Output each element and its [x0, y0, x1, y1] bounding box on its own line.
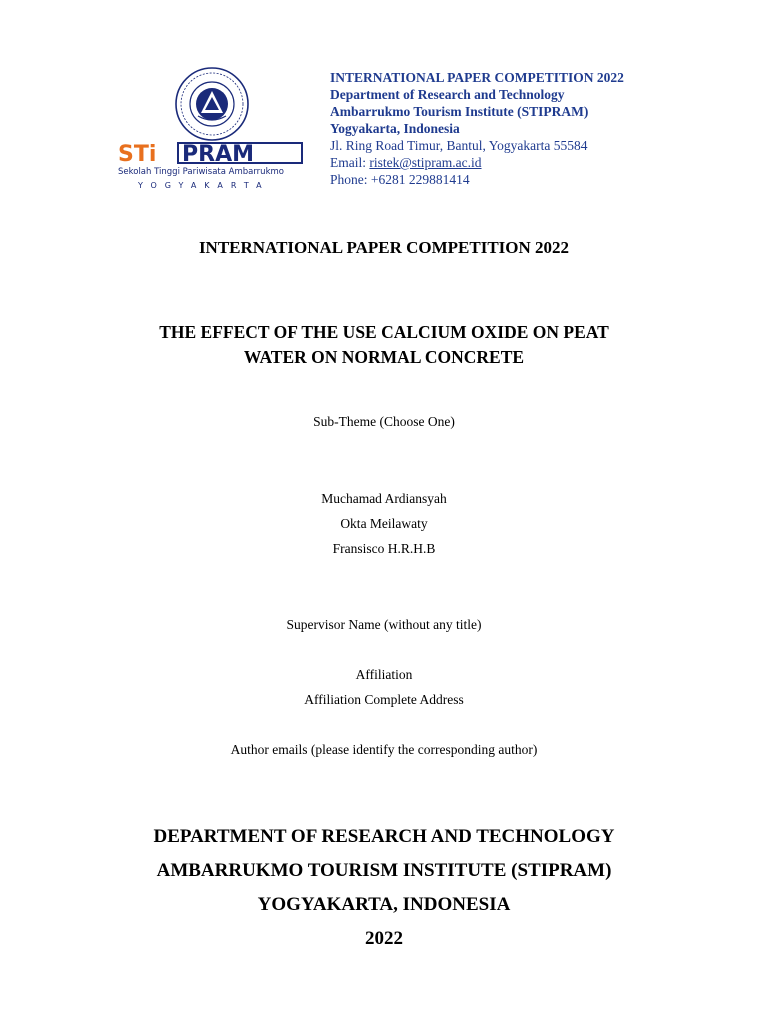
- footer-department: DEPARTMENT OF RESEARCH AND TECHNOLOGY: [153, 826, 615, 847]
- affiliation-address: Affiliation Complete Address: [304, 692, 464, 707]
- logo-city: YOGYAKARTA: [138, 181, 270, 190]
- header-email-line: [330, 154, 750, 171]
- competition-title: INTERNATIONAL PAPER COMPETITION 2022: [198, 238, 570, 257]
- logo-tagline: Sekolah Tinggi Pariwisata Ambarrukmo: [118, 167, 284, 177]
- wordmark-sti: STi: [118, 142, 157, 164]
- author-emails: Author emails (please identify the corresponding author): [230, 742, 538, 757]
- email-label: Email:: [330, 155, 370, 170]
- email-link[interactable]: ristek@stipram.ac.id: [369, 155, 482, 170]
- paper-title-line-1: THE EFFECT OF THE USE CALCIUM OXIDE ON PEAT: [159, 322, 609, 342]
- header-phone: Phone: +6281 229881414: [330, 172, 470, 187]
- footer-year: 2022: [365, 928, 403, 949]
- sub-theme: Sub-Theme (Choose One): [313, 414, 455, 429]
- wordmark-pram: PRAM: [182, 142, 254, 164]
- footer-city: YOGYAKARTA, INDONESIA: [257, 894, 511, 915]
- author-1: Muchamad Ardiansyah: [321, 491, 447, 506]
- author-2: Okta Meilawaty: [340, 516, 428, 531]
- header-competition: INTERNATIONAL PAPER COMPETITION 2022: [330, 70, 624, 85]
- header-department: Department of Research and Technology: [330, 87, 565, 102]
- stipram-logo: [116, 66, 306, 196]
- header-institute: Ambarrukmo Tourism Institute (STIPRAM): [330, 104, 589, 119]
- affiliation: Affiliation: [355, 667, 413, 682]
- header-city: Yogyakarta, Indonesia: [330, 121, 460, 136]
- paper-title: [0, 320, 768, 370]
- stipram-wordmark: [118, 142, 304, 164]
- paper-title-line-2: WATER ON NORMAL CONCRETE: [243, 347, 525, 367]
- footer-institute: AMBARRUKMO TOURISM INSTITUTE (STIPRAM): [156, 860, 612, 881]
- letterhead: [0, 0, 768, 200]
- supervisor-name: Supervisor Name (without any title): [286, 617, 482, 632]
- header-address: Jl. Ring Road Timur, Bantul, Yogyakarta 55584: [330, 138, 588, 153]
- stipram-seal-icon: [174, 66, 250, 142]
- institution-info: [330, 69, 750, 188]
- author-3: Fransisco H.R.H.B: [332, 541, 436, 556]
